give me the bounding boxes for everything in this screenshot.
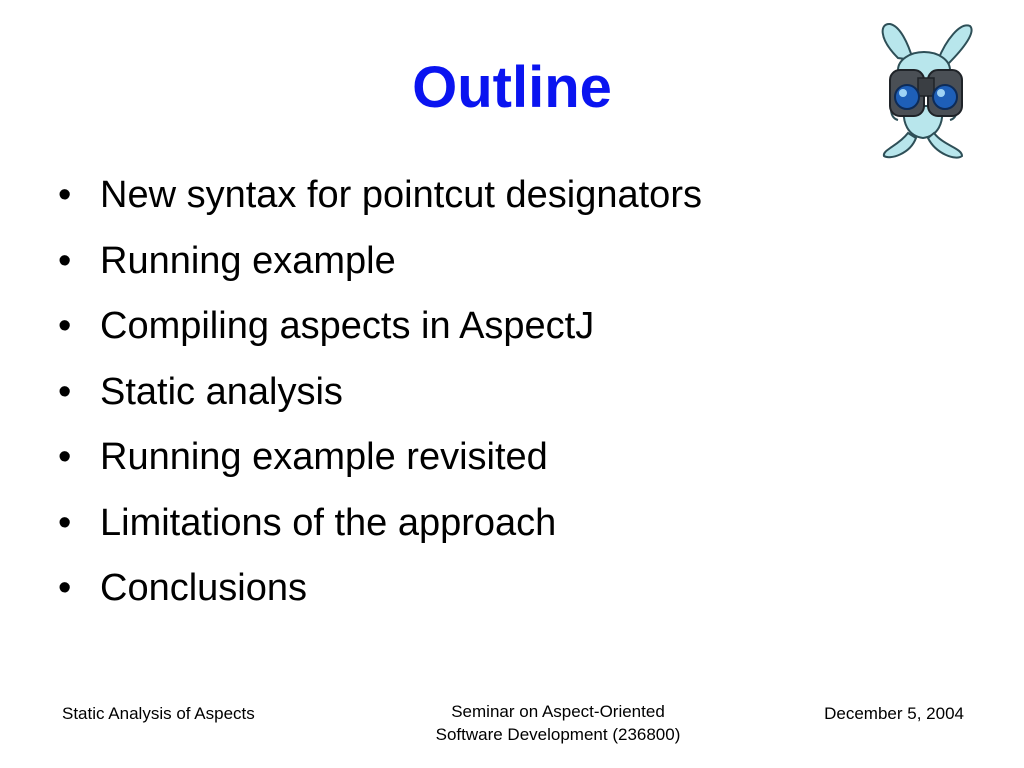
bullet-dot-icon: • — [58, 436, 72, 478]
outline-item-text: Conclusions — [100, 567, 307, 609]
outline-item — [58, 425, 978, 491]
outline-item — [58, 360, 978, 426]
footer-course-name: Seminar on Aspect-Oriented Software Development (236800) — [435, 702, 681, 744]
outline-item-text: Limitations of the approach — [100, 501, 557, 544]
bullet-dot-icon: • — [58, 239, 72, 282]
outline-list — [58, 163, 978, 622]
outline-item-text: Running example revisited — [100, 436, 548, 478]
outline-item — [58, 229, 978, 295]
outline-item-text: Static analysis — [100, 370, 343, 413]
bullet-dot-icon: • — [58, 501, 72, 544]
bullet-dot-icon: • — [58, 305, 72, 347]
outline-item — [58, 491, 978, 557]
outline-item-text: Compiling aspects in AspectJ — [100, 305, 595, 347]
outline-item — [58, 163, 978, 229]
rabbit-with-binoculars-icon — [868, 18, 978, 163]
outline-item-text: New syntax for pointcut designators — [100, 174, 702, 216]
outline-item-text: Running example — [100, 239, 396, 282]
outline-item — [58, 556, 978, 622]
bullet-dot-icon: • — [58, 567, 72, 609]
bullet-dot-icon: • — [58, 370, 72, 413]
outline-item — [58, 294, 978, 360]
slide-title: Outline — [412, 55, 612, 120]
footer-presentation-title: Static Analysis of Aspects — [62, 704, 255, 723]
footer-date: December 5, 2004 — [824, 704, 964, 723]
bullet-dot-icon: • — [58, 174, 72, 216]
